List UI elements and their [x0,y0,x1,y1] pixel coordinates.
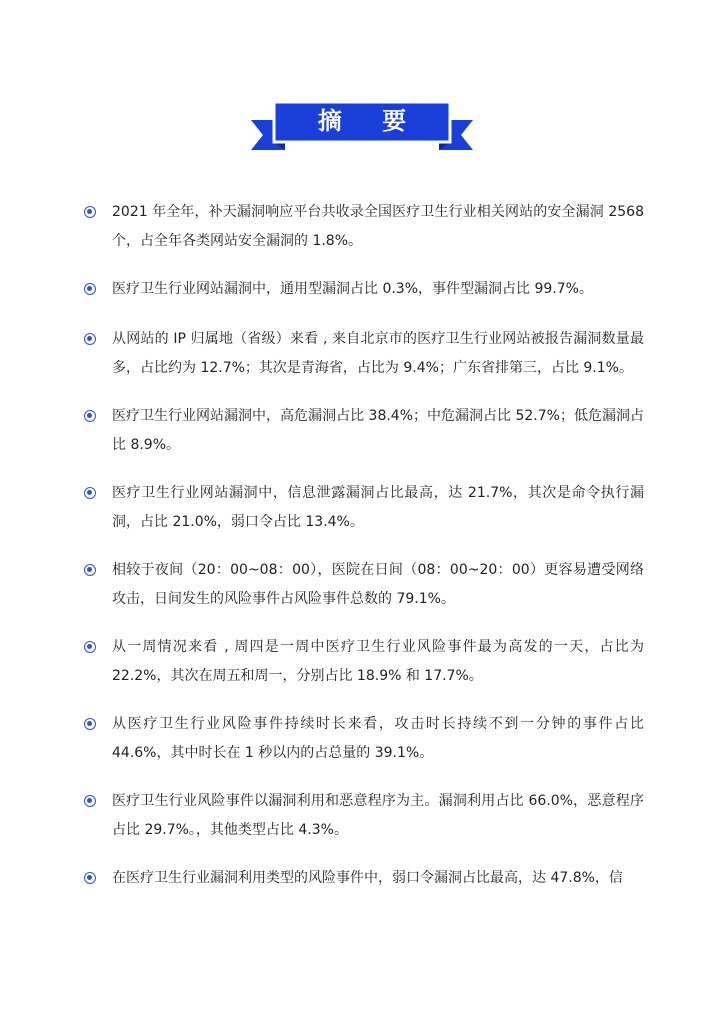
list-item-text: 相较于夜间（20：00~08：00），医院在日间（08：00~20：00）更容易遭受网络攻击，日间发生的风险事件占风险事件总数的 79.1%。 [112,562,644,607]
bullet-icon [84,641,96,653]
bullet-icon [84,795,96,807]
list-item [84,325,644,383]
page-title: 摘 要 [317,107,423,135]
list-item-text: 医疗卫生行业网站漏洞中，信息泄露漏洞占比最高，达 21.7%，其次是命令执行漏洞，占比 21.0%，弱口令占比 13.4%。 [112,485,644,530]
list-item-text: 从医疗卫生行业风险事件持续时长来看，攻击时长持续不到一分钟的事件占比 44.6%，其中时长在 1 秒以内的占总量的 39.1%。 [112,716,644,761]
bullet-icon [84,333,96,345]
list-item [84,710,644,768]
bullet-icon [84,206,96,218]
list-item-text: 2021 年全年，补天漏洞响应平台共收录全国医疗卫生行业相关网站的安全漏洞 2568 个，占全年各类网站安全漏洞的 1.8%。 [112,204,644,249]
bullet-icon [84,564,96,576]
list-item [84,402,644,460]
list-item [84,479,644,537]
list-item [84,633,644,691]
list-item-text: 医疗卫生行业网站漏洞中，通用型漏洞占比 0.3%，事件型漏洞占比 99.7%。 [112,281,593,297]
bullet-icon [84,872,96,884]
list-item-text: 医疗卫生行业风险事件以漏洞利用和恶意程序为主。漏洞利用占比 66.0%，恶意程序占比 29.7%。，其他类型占比 4.3%。 [112,793,644,838]
list-item-text: 从一周情况来看 , 周四是一周中医疗卫生行业风险事件最为高发的一天，占比为 22.2%，其次在周五和周一，分别占比 18.9% 和 17.7%。 [112,639,644,684]
list-item [84,275,644,304]
list-item-text: 从网站的 IP 归属地（省级）来看 , 来自北京市的医疗卫生行业网站被报告漏洞数量最多，占比约为 12.7%；其次是青海省，占比为 9.4%；广东省排第三，占比 9.1%。 [112,331,644,376]
list-item [84,556,644,614]
bullet-icon [84,487,96,499]
list-item [84,787,644,845]
bullet-icon [84,410,96,422]
summary-list [84,198,644,912]
list-item [84,864,644,893]
list-item [84,198,644,256]
bullet-icon [84,718,96,730]
list-item-text: 医疗卫生行业网站漏洞中，高危漏洞占比 38.4%；中危漏洞占比 52.7%；低危漏洞占比 8.9%。 [112,408,644,453]
list-item-text: 在医疗卫生行业漏洞利用类型的风险事件中，弱口令漏洞占比最高，达 47.8%，信 [112,870,623,886]
bullet-icon [84,283,96,295]
